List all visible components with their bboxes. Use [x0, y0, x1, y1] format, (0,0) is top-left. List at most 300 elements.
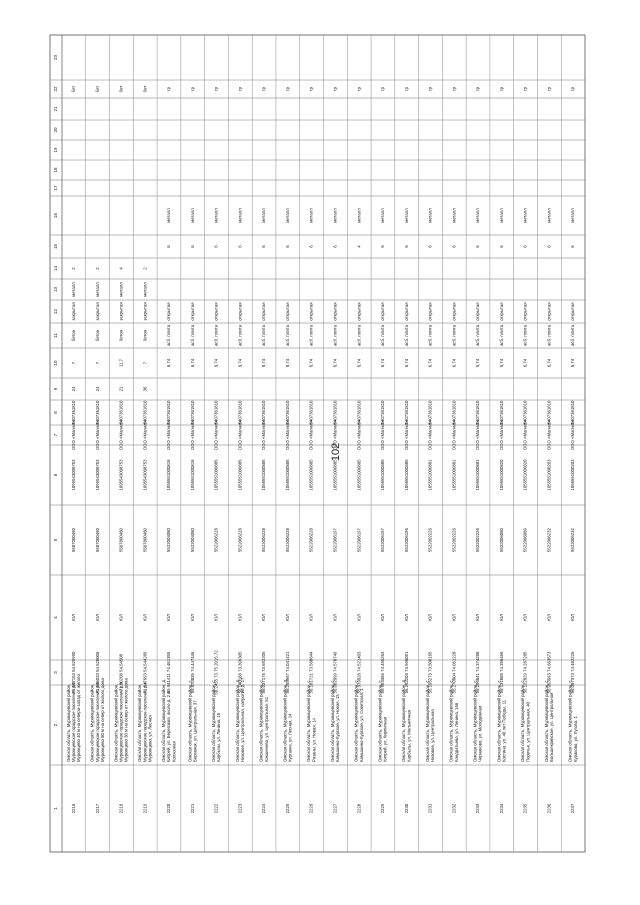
v16-cell: 6 — [237, 245, 243, 248]
v12-cell: асб. плита — [451, 325, 457, 346]
company-cell: ООО «Магнит» — [94, 419, 100, 451]
v17-cell: металл — [546, 208, 552, 223]
v11-cell: 6,74 — [570, 358, 576, 368]
coordinates-cell: 71.56208 54.54508 — [118, 653, 124, 692]
okved-cell: 5407361810 — [475, 400, 481, 425]
v17-cell: металл — [308, 208, 314, 223]
v11-cell: 6,74 — [166, 358, 172, 368]
v13-cell: открытая — [189, 302, 195, 321]
v13-cell: открытая — [403, 302, 409, 321]
header-cell: 22 — [53, 86, 59, 92]
address-cell: Карбызы, ул. Мельничная — [406, 710, 412, 762]
v16-cell: 6 — [475, 245, 481, 248]
no-cell: 2226 — [308, 803, 314, 814]
v22-cell: гр — [332, 87, 338, 91]
address-cell: Омская область, Муромцевский район, с. — [258, 679, 264, 762]
address-cell: Муромцево 40 м на северо-запад от жилого — [76, 674, 82, 762]
v11-cell: 6,74 — [475, 358, 481, 368]
v22-cell: гр — [403, 87, 409, 91]
ogrn-cell: 1055551000885 — [237, 459, 243, 491]
address-cell: Омская область, Муромцевский район, — [89, 683, 95, 762]
no-cell: 2234 — [498, 803, 504, 814]
okved-cell: 5407361810 — [308, 400, 314, 425]
ogrn-cell: 1055551000203 — [546, 459, 552, 491]
header-cell: 23 — [53, 54, 59, 61]
v16-cell: 6 — [332, 245, 338, 248]
v16-cell: 4 — [356, 245, 362, 248]
v15-cell: 2 — [71, 267, 77, 270]
v17-cell: металл — [284, 208, 290, 223]
owner-cell: ЮЛ — [332, 614, 338, 621]
coordinates-cell: 56.131685 74.396456 — [498, 651, 504, 694]
header-cell: 5 — [53, 538, 59, 542]
coordinates-cell: 71.547693 54.544289 — [142, 651, 148, 694]
company-cell: ООО «Магнит» — [237, 419, 243, 451]
address-cell: Муромцевское городское поселение р.п. — [71, 680, 77, 762]
v11-cell: 6,74 — [451, 358, 457, 368]
inn-cell: 5522006228 — [284, 528, 290, 552]
header-cell: 7 — [53, 433, 59, 437]
v15-cell: 2 — [142, 267, 148, 270]
v11-cell: 6,74 — [189, 358, 195, 368]
address-cell: Низовое, ул. Центральная, напротив д. 17 — [240, 677, 246, 762]
okved-cell: 5407361810 — [356, 400, 362, 425]
inn-cell: 5522004080 — [166, 528, 172, 552]
ogrn-cell: 1055551000881 — [475, 459, 481, 491]
coordinates-cell: 56.253967 74.041421 — [284, 651, 290, 694]
v12-cell: бетон — [142, 329, 148, 342]
v16-cell: 6 — [380, 245, 386, 248]
v22-cell: гр — [427, 87, 433, 91]
ogrn-cell: 1055551000203 — [570, 459, 576, 491]
header-cell: 17 — [53, 185, 59, 191]
coordinates-cell: 56.270804 74.061228 — [451, 651, 457, 694]
v11-cell: 6,74 — [284, 358, 290, 368]
coordinates-cell: 56.037175 73.692205 — [261, 651, 267, 694]
coordinates-cell: 55.979028 74.521403 — [356, 651, 362, 694]
coordinates-cell: 55.993465 74.455263 — [380, 651, 386, 694]
header-cell: 8 — [53, 411, 59, 414]
v22-cell: гр — [475, 87, 481, 91]
address-cell: Омская область, Муромцевский район, д. — [401, 678, 407, 762]
no-cell: 2235 — [522, 803, 528, 814]
company-cell: ООО «Магнит» — [284, 419, 290, 451]
header-cell: 1 — [53, 807, 59, 810]
address-cell: Низовое, ул. Центральная — [430, 709, 436, 762]
address-cell: Омская область, Муромцевский район, с. — [187, 679, 193, 762]
no-cell: 2217 — [94, 803, 100, 814]
company-cell: ООО «Магнит» — [475, 419, 481, 451]
owner-cell: ЮЛ — [237, 614, 243, 621]
owner-cell: ЮЛ — [380, 614, 386, 621]
inn-cell: 5507000460 — [118, 528, 124, 552]
header-cell: 20 — [53, 127, 59, 133]
company-cell: ООО «Магнит» — [71, 419, 77, 451]
inn-cell: 5522006197 — [356, 528, 362, 552]
coordinates-cell: 55.870835 74.447446 — [189, 651, 195, 694]
v22-cell: гр — [189, 87, 195, 91]
ogrn-cell: 1055551000885 — [332, 459, 338, 491]
v12-cell: асб. плита — [475, 325, 481, 346]
header-cell: 11 — [53, 333, 59, 338]
header-cell: 13 — [53, 286, 59, 293]
inn-cell: 5522002226 — [451, 528, 457, 552]
coordinates-cell: 56.122829 74.287285 — [522, 651, 528, 694]
owner-cell: ЮЛ — [94, 614, 100, 621]
address-cell: Кипрей, ул. Береговая, около д. 2 и — [166, 691, 172, 762]
v16-cell: 6 — [213, 245, 219, 248]
v22-cell: гр — [380, 87, 386, 91]
okved-cell: 5407361810 — [380, 400, 386, 425]
okved-cell: 5407361810 — [498, 400, 504, 425]
no-cell: 2223 — [237, 803, 243, 814]
v16-cell: 6 — [498, 245, 504, 248]
v12-cell: бетон — [71, 329, 77, 342]
address-cell: Омская область, Муромцевский район, с. — [329, 679, 335, 762]
no-cell: 2225 — [284, 803, 290, 814]
no-cell: 2237 — [570, 803, 576, 814]
address-cell: Омская область, Муромцевский район, с. — [496, 679, 502, 762]
v15-cell: 4 — [118, 267, 124, 270]
okved-cell: 5407361810 — [522, 400, 528, 425]
okved-cell: 5407361810 — [570, 400, 576, 425]
address-cell: Чернаково, ул. Молодежная — [477, 705, 483, 762]
v22-cell: гр — [498, 87, 504, 91]
company-cell: ООО «Магнит» — [570, 419, 576, 451]
owner-cell: ЮЛ — [189, 614, 195, 621]
owner-cell: ЮЛ — [570, 614, 576, 621]
header-cell: 10 — [53, 360, 59, 366]
header-cell: 19 — [53, 147, 59, 153]
v11-cell: 6,74 — [380, 358, 386, 368]
inn-cell: 5522006232 — [546, 528, 552, 552]
v16-cell: 6 — [189, 245, 195, 248]
inn-cell: 5507000460 — [94, 528, 100, 552]
company-cell: ООО «Магнит» — [332, 419, 338, 451]
v12-cell: асб. плита — [570, 325, 576, 346]
address-cell: Омская область, Муромцевский район, с. — [567, 679, 573, 762]
address-cell: Поречье, ул. Центральная, 40 — [525, 701, 531, 762]
address-cell: Муромцевское городское поселение р.п. — [118, 680, 124, 762]
company-cell: ООО «Магнит» — [118, 419, 124, 451]
v12-cell: асб. плита — [189, 325, 195, 346]
owner-cell: ЮЛ — [475, 614, 481, 621]
address-cell: Муромцево 80 м на север от жилого дома — [100, 678, 106, 762]
address-cell: Бергамак, ул. Центральная, 37 — [192, 700, 198, 762]
v12-cell: асб. плита — [403, 325, 409, 346]
coordinates-cell: 56.140188 73.399305 — [237, 651, 243, 694]
v13-cell: открытая — [213, 302, 219, 321]
company-cell: ООО «Магнит» — [356, 419, 362, 451]
v22-cell: гр — [451, 87, 457, 91]
v16-cell: 6 — [308, 245, 314, 248]
owner-cell: ЮЛ — [546, 614, 552, 621]
ogrn-cell: 1095543008753 — [94, 459, 100, 491]
coordinates-cell: 56.087373 74.482226 — [570, 651, 576, 694]
header-cell: 16 — [53, 212, 59, 219]
v12-cell: асб. плита — [522, 325, 528, 346]
okved-cell: 5407361810 — [118, 400, 124, 425]
ogrn-cell: 1055551000820 — [498, 459, 504, 491]
v12-cell: асб. плита — [213, 325, 219, 346]
v14-cell: металл — [94, 282, 100, 297]
v22-cell: гр — [356, 87, 362, 91]
v12-cell: асб. плита — [166, 325, 172, 346]
owner-cell: ЮЛ — [427, 614, 433, 621]
coordinates-cell: 56.296641 74.374288 — [475, 651, 481, 694]
ogrn-cell: 1055551000818 — [189, 459, 195, 491]
address-cell: Курганка, ул. Лесная, 14 — [287, 713, 293, 762]
v22-cell: бет — [94, 85, 100, 93]
v11-cell: 7 — [94, 361, 100, 365]
okved-cell: 5407361810 — [451, 400, 457, 425]
owner-cell: ЮЛ — [284, 614, 290, 621]
v17-cell: металл — [427, 208, 433, 223]
v13-cell: открытая — [380, 302, 386, 321]
header-cell: 18 — [53, 167, 59, 173]
v22-cell: гр — [261, 87, 267, 91]
v22-cell: бет — [118, 85, 124, 93]
company-cell: ООО «Магнит» — [213, 419, 219, 451]
address-cell: Омская область, Муромцевский район, с. — [425, 679, 431, 762]
no-cell: 2219 — [142, 803, 148, 814]
v13-cell: закрытая — [94, 302, 100, 321]
owner-cell: ЮЛ — [71, 614, 77, 621]
owner-cell: ЮЛ — [498, 614, 504, 621]
v22-cell: бет — [142, 85, 148, 93]
v17-cell: металл — [213, 208, 219, 223]
v16-cell: 6 — [427, 245, 433, 248]
ogrn-cell: 1055551000885 — [284, 459, 290, 491]
v12-cell: бетон — [118, 329, 124, 342]
v16-cell: 6 — [403, 245, 409, 248]
v11-cell: 6,74 — [546, 358, 552, 368]
address-cell: Омская область, Муромцевский район, — [137, 683, 143, 762]
header-cell: 21 — [53, 106, 59, 112]
ogrn-cell: 1095543008753 — [118, 459, 124, 491]
v13-cell: открытая — [546, 302, 552, 321]
address-cell: Колхозная — [171, 741, 177, 762]
ogrn-cell: 1055551000881 — [427, 459, 433, 491]
v22-cell: гр — [213, 87, 219, 91]
v17-cell: металл — [570, 208, 576, 223]
no-cell: 2230 — [403, 803, 409, 814]
company-cell: ООО «Магнит» — [451, 419, 457, 451]
v17-cell: металл — [403, 208, 409, 223]
inn-cell: 5522006197 — [380, 528, 386, 552]
okved-cell: 5407361810 — [332, 400, 338, 425]
okved-cell: 5407361810 — [546, 400, 552, 425]
coordinates-cell: 56.181721 73.560644 — [308, 651, 314, 694]
v11-cell: 6,74 — [498, 358, 504, 368]
v17-cell: металл — [261, 208, 267, 223]
no-cell: 2231 — [427, 803, 433, 814]
v13-cell: открытая — [284, 302, 290, 321]
inn-cell: 5522006197 — [332, 528, 338, 552]
v14-cell: металл — [118, 282, 124, 297]
v16-cell: 6 — [546, 245, 552, 248]
address-cell: Омская область, Муромцевский район, с. — [543, 679, 549, 762]
v13-cell: открытая — [427, 302, 433, 321]
header-cell: 15 — [53, 243, 59, 250]
company-cell: ООО «Магнит» — [427, 419, 433, 451]
ogrn-cell: 1095543008753 — [142, 459, 148, 491]
v12-cell: асб. плита — [546, 325, 552, 346]
v12-cell: асб. плита — [261, 325, 267, 346]
v11-cell: 6,74 — [237, 358, 243, 368]
company-cell: ООО «Магнит» — [308, 419, 314, 451]
v17-cell: металл — [356, 208, 362, 223]
address-cell: Камышино-Курское, ул. Новая, 15 — [335, 694, 341, 762]
ogrn-cell: 1055551000885 — [356, 459, 362, 491]
company-cell: ООО «Магнит» — [546, 419, 552, 451]
v14-cell: металл — [142, 282, 148, 297]
coordinates-cell: 56.063993 74.663573 — [546, 651, 552, 694]
ogrn-cell: 1055551000885 — [308, 459, 314, 491]
inn-cell: 5522006228 — [308, 528, 314, 552]
v16-cell: 6 — [570, 245, 576, 248]
no-cell: 2222 — [213, 803, 219, 814]
okved-cell: 5407361810 — [166, 400, 172, 425]
address-cell: Рязаны, ул. Новая, 1А — [311, 717, 317, 762]
coordinates-cell: 71.567153 54.625990 — [71, 651, 77, 694]
inn-cell: 5522006089 — [522, 528, 528, 552]
address-cell: Кипрей, ул. Кирпичная — [382, 716, 388, 762]
no-cell: 2227 — [332, 803, 338, 814]
address-cell: Карбызы, ул. Ленина, 15 — [216, 712, 222, 762]
v17-cell: металл — [380, 208, 386, 223]
no-cell: 2236 — [546, 803, 552, 814]
v13-cell: открытая — [451, 302, 457, 321]
address-cell: Омская область, Муромцевский район, д. — [282, 678, 288, 762]
owner-cell: ЮЛ — [142, 614, 148, 621]
v17-cell: металл — [166, 208, 172, 223]
v12-cell: асб. плита — [284, 325, 290, 346]
v11-cell: 6,74 — [213, 358, 219, 368]
v13-cell: открытая — [237, 302, 243, 321]
v22-cell: гр — [284, 87, 290, 91]
company-cell: ООО «Магнит» — [142, 419, 148, 451]
inn-cell: 5522006228 — [213, 528, 219, 552]
ogrn-cell: 1055551000881 — [451, 459, 457, 491]
v11-cell: 6,74 — [522, 358, 528, 368]
coordinates-cell: 56.195273 73.500165 — [427, 651, 433, 694]
header-cell: 6 — [53, 473, 59, 477]
v16-cell: 6 — [261, 245, 267, 248]
address-cell: Омская область, Муромцевский район, д. — [234, 678, 240, 762]
okved-cell: 5407361810 — [213, 400, 219, 425]
inn-cell: 5522002226 — [427, 528, 433, 552]
address-cell: Муромцевское городское поселение р.п. — [94, 680, 100, 762]
v17-cell: металл — [237, 208, 243, 223]
address-cell: Омская область, Муромцевский район, с. — [377, 679, 383, 762]
inn-cell: 5507000460 — [71, 528, 77, 552]
v13-cell: закрытая — [71, 302, 77, 321]
ogrn-cell: 1055551000885 — [261, 459, 267, 491]
v22-cell: гр — [308, 87, 314, 91]
ogrn-cell: 1055551000885 — [403, 459, 409, 491]
v13-cell: открытая — [475, 302, 481, 321]
v13-cell: открытая — [308, 302, 314, 321]
owner-cell: ЮЛ — [166, 614, 172, 621]
address-cell: Большекривское, ул. Центральная — [549, 692, 555, 762]
inn-cell: 5507000460 — [142, 528, 148, 552]
okved-cell: 5407361810 — [94, 400, 100, 425]
coordinates-cell: 56.082099 74.570749 — [332, 651, 338, 694]
no-cell: 2232 — [451, 803, 457, 814]
v13-cell: открытая — [522, 302, 528, 321]
address-cell: Омская область, Муромцевский район, с. — [520, 679, 526, 762]
okved-cell: 5407361810 — [284, 400, 290, 425]
owner-cell: ЮЛ — [118, 614, 124, 621]
header-cell: 4 — [53, 616, 59, 619]
no-cell: 2228 — [356, 803, 362, 814]
address-cell: Кокшенево, ул. Центральная, 51 — [263, 696, 269, 762]
owner-cell: ЮЛ — [522, 614, 528, 621]
address-cell: Омская область, Муромцевский район, с. — [472, 679, 478, 762]
company-cell: ООО «Магнит» — [166, 419, 172, 451]
v12-cell: бетон — [94, 329, 100, 342]
header-cell: 12 — [53, 308, 59, 315]
owner-cell: ЮЛ — [308, 614, 314, 621]
address-cell: Омская область, Муромцевский район, с. — [306, 679, 312, 762]
v11-cell: 6,74 — [261, 358, 267, 368]
company-cell: ООО «Магнит» — [380, 419, 386, 451]
header-cell: 9 — [53, 387, 59, 391]
coordinates-cell: 56.2455 73.75 2015.72 — [213, 650, 219, 695]
v17-cell: металл — [498, 208, 504, 223]
v10-cell: 36 — [142, 386, 148, 392]
v22-cell: бет — [71, 85, 77, 93]
v12-cell: асб. плита — [498, 325, 504, 346]
address-cell: Муромцево 30 м на север от жилого дома — [123, 678, 129, 762]
inn-cell: 5522006228 — [261, 528, 267, 552]
v16-cell: 6 — [451, 245, 457, 248]
address-cell: Кондратьево, ул. Ленина, 166 — [454, 702, 460, 762]
company-cell: ООО «Магнит» — [498, 419, 504, 451]
okved-cell: 5407361810 — [427, 400, 433, 425]
v17-cell: металл — [189, 208, 195, 223]
owner-cell: ЮЛ — [403, 614, 409, 621]
ogrn-cell: 1055551000885 — [380, 459, 386, 491]
no-cell: 2229 — [380, 803, 386, 814]
v16-cell: 6 — [166, 245, 172, 248]
v16-cell: 6 — [284, 245, 290, 248]
address-cell: Омская область, Муромцевский район, с. — [211, 679, 217, 762]
v11-cell: 6,74 — [356, 358, 362, 368]
inn-cell: 5522006232 — [570, 528, 576, 552]
v13-cell: открытая — [570, 302, 576, 321]
no-cell: 2220 — [166, 803, 172, 814]
inn-cell: 5522006228 — [237, 528, 243, 552]
inn-cell: 5522006196 — [403, 528, 409, 552]
v22-cell: гр — [522, 87, 528, 91]
okved-cell: 5407361810 — [261, 400, 267, 425]
v17-cell: металл — [451, 208, 457, 223]
address-cell: Омская область, Муромцевский район, с. — [353, 679, 359, 762]
v17-cell: металл — [522, 208, 528, 223]
v11-cell: 11,7 — [118, 358, 124, 368]
address-cell: Омская область, Муромцевский район, — [65, 683, 71, 762]
okved-cell: 5407361810 — [142, 400, 148, 425]
v11-cell: 6,74 — [332, 358, 338, 368]
company-cell: ООО «Магнит» — [261, 419, 267, 451]
v13-cell: закрытая — [142, 302, 148, 321]
no-cell: 2233 — [475, 803, 481, 814]
no-cell: 2224 — [261, 803, 267, 814]
v13-cell: открытая — [498, 302, 504, 321]
inn-cell: 5522006080 — [498, 528, 504, 552]
